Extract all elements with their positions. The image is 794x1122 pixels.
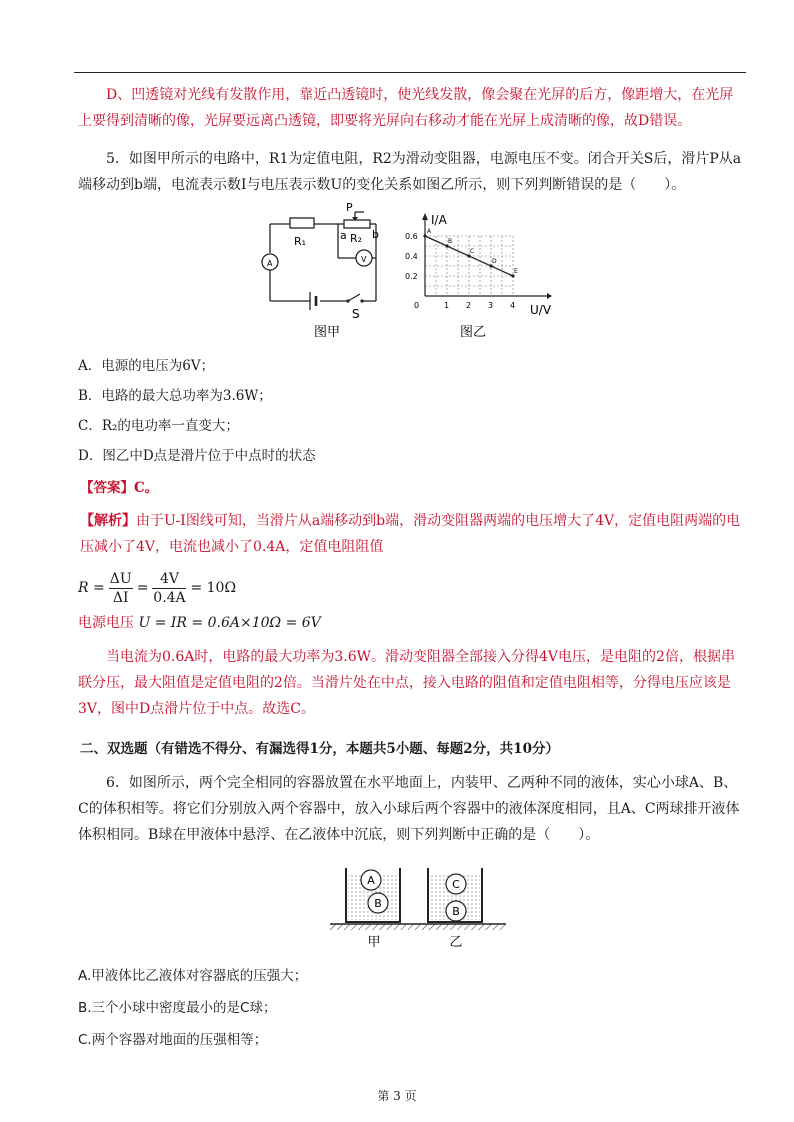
q5-conclusion: 当电流为0.6A时，电路的最大功率为3.6W。滑动变阻器全部接入分得4V电压，是电阻的2倍，根据串联分压，最大阻值是定值电阻的2倍。当滑片处在中点，接入电路的阻值和定值电阻相等，分得电压应该是3V，图中D点滑片位于中点。故选C。 <box>78 649 735 717</box>
y-tick-0.2: 0.2 <box>405 272 418 281</box>
section-2-heading: 二、双选题（有错选不得分、有漏选得1分，本题共5小题、每题2分，共10分） <box>80 741 559 757</box>
q5-analysis <box>80 508 744 560</box>
x-tick-1: 1 <box>444 301 450 310</box>
point-c-label: C <box>470 248 475 255</box>
formula-den2: 0.4A <box>153 589 186 606</box>
q6-option-a: A.甲液体比乙液体对容器底的压强大； <box>78 968 308 984</box>
point-e-label: E <box>514 268 518 275</box>
q6-option-b: B.三个小球中密度最小的是C球； <box>78 1000 277 1016</box>
analysis-tag: 【解析】 <box>80 513 136 529</box>
q5-option-d: D．图乙中D点是滑片位于中点时的状态 <box>78 448 316 464</box>
r2-label: R₂ <box>350 232 363 245</box>
page-footer: 第 3 页 <box>377 1089 417 1103</box>
formula-lhs: R = <box>78 580 105 596</box>
ball-b-right-label: B <box>452 905 460 918</box>
voltmeter-label: V <box>361 255 367 264</box>
formula-rhs: = 10Ω <box>190 580 237 596</box>
container-right-label: 乙 <box>449 935 463 950</box>
q6-option-c: C.两个容器对地面的压强相等； <box>78 1032 268 1048</box>
formula-num2: 4V <box>159 570 179 587</box>
switch-s-label: S <box>352 307 360 321</box>
q4-option-d-explanation: D、凹透镜对光线有发散作用，靠近凸透镜时，使光线发散，像会聚在光屏的后方，像距增大，在光屏上要得到清晰的像，光屏要远离凸透镜，即要将光屏向右移动才能在光屏上成清晰的像，故D错误。 <box>78 87 734 129</box>
fig-left-caption: 图甲 <box>314 325 341 340</box>
q6-stem: 6．如图所示，两个完全相同的容器放置在水平地面上，内装甲、乙两种不同的液体，实心小球A、B、C的体积相等。将它们分别放入两个容器中，放入小球后两个容器中的液体深度相同，且A、C两球排开液体体积相同。B球在甲液体中悬浮、在乙液体中沉底，则下列判断中正确的是（ ）。 <box>78 775 740 843</box>
ammeter-label: A <box>267 259 273 268</box>
x-tick-4: 4 <box>510 301 516 310</box>
graph-ylabel: I/A <box>431 213 447 227</box>
end-a-label: a <box>340 229 347 242</box>
r1-label: R₁ <box>294 235 307 248</box>
q6-containers-figure <box>330 866 506 950</box>
ball-a-label: A <box>367 874 375 887</box>
formula-den1: ΔI <box>112 589 129 606</box>
q5-option-b: B．电路的最大总功率为3.6W； <box>78 388 272 404</box>
y-tick-0.6: 0.6 <box>405 232 418 241</box>
formula-resistance <box>78 566 236 610</box>
fig-right-caption: 图乙 <box>460 325 487 340</box>
r1-resistor <box>290 218 314 228</box>
y-tick-0.4: 0.4 <box>405 252 418 261</box>
q5-answer: 【答案】C。 <box>80 480 159 496</box>
point-d-label: D <box>492 258 497 265</box>
r2-rheostat <box>344 220 370 228</box>
voltage-label: 电源电压 <box>78 615 134 631</box>
q5-stem: 5．如图甲所示的电路中，R1为定值电阻，R2为滑动变阻器，电源电压不变。闭合开关S后，滑片P从a端移动到b端，电流表示数I与电压表示数U的变化关系如图乙所示，则下列判断错误的是（ ）。 <box>78 151 742 193</box>
end-b-label: b <box>372 228 379 241</box>
slider-p-label: P <box>346 201 353 214</box>
voltage-line <box>78 612 321 634</box>
point-a-label: A <box>427 228 432 235</box>
ball-c-label: C <box>452 878 460 891</box>
ball-b-left-label: B <box>374 897 382 910</box>
header-rule <box>74 72 746 73</box>
container-left-label: 甲 <box>367 935 381 950</box>
point-b-label: B <box>448 238 453 245</box>
q5-circuit-diagram <box>258 201 388 340</box>
formula-num1: ΔU <box>109 570 132 587</box>
x-tick-2: 2 <box>466 301 472 310</box>
graph-xlabel: U/V <box>530 303 552 317</box>
q5-option-a: A．电源的电压为6V； <box>78 358 215 374</box>
voltage-formula: U = IR = 0.6A×10Ω = 6V <box>138 615 321 631</box>
x-tick-3: 3 <box>488 301 494 310</box>
q5-option-c: C．R₂的电功率一直变大； <box>78 418 239 434</box>
origin-label: 0 <box>414 301 420 310</box>
analysis-text: 由于U-I图线可知，当滑片从a端移动到b端，滑动变阻器两端的电压增大了4V，定值电阻两端的电压减小了4V，电流也减小了0.4A，定值电阻阻值 <box>80 513 741 555</box>
formula-eq1: = <box>136 580 149 596</box>
q5-ui-graph <box>402 212 552 340</box>
